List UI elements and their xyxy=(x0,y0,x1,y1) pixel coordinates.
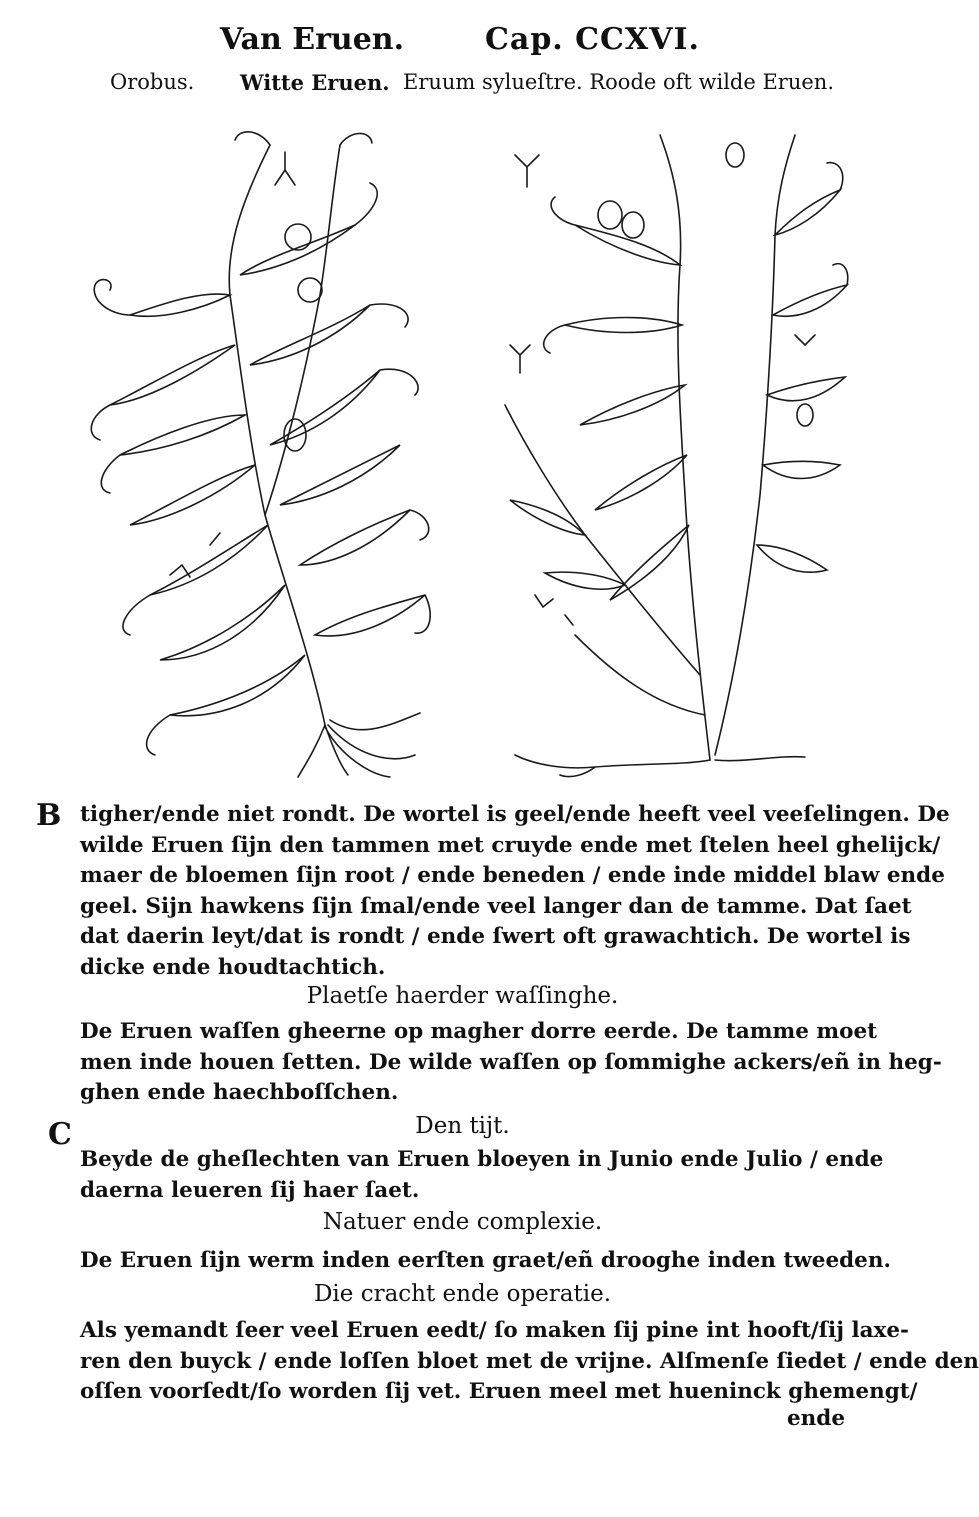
catchword: ende xyxy=(786,1406,845,1431)
chapter-number: Cap. CCXVI. xyxy=(485,22,700,57)
text-line: tigher/ende niet rondt. De wortel is geel/ende heeft veel veeſelingen. De xyxy=(80,802,950,827)
text-line: oſſen voorſedt/ſo worden ſij vet. Eruen meel met hueninck ghemengt/ xyxy=(80,1379,918,1405)
text-line: ghen ende haechboſſchen. xyxy=(80,1080,399,1106)
caption-left-dutch: Witte Eruen. xyxy=(240,70,390,95)
caption-left-latin: Orobus. xyxy=(110,70,195,94)
text-line: dat daerin leyt/dat is rondt / ende ſwert oft grawachtich. De wortel is xyxy=(80,924,911,950)
section-heading-nature: Natuer ende complexie. xyxy=(322,1209,603,1235)
paragraph-operation xyxy=(80,1316,979,1408)
woodcut-white-vetch xyxy=(70,115,440,780)
margin-letter-b: B xyxy=(36,798,62,833)
text-line: dicke ende houdtachtich. xyxy=(80,954,386,980)
text-line: wilde Eruen ſijn den tammen met cruyde ende met ſtelen heel ghelijck/ xyxy=(80,832,941,858)
text-line: De Eruen waſſen gheerne op magher dorre eerde. De tamme moet xyxy=(80,1019,878,1044)
running-head xyxy=(0,22,900,62)
text-line: men inde houen ſetten. De wilde waſſen op ſommighe ackers/eñ in heg- xyxy=(80,1049,942,1075)
paragraph-time xyxy=(80,1145,884,1206)
section-heading-time: Den tijt. xyxy=(415,1113,510,1139)
woodcut-red-wild-vetch xyxy=(475,115,850,780)
text-line: Beyde de gheſlechten van Eruen bloeyen in Junio ende Julio / ende xyxy=(80,1147,884,1172)
paragraph-nature xyxy=(80,1246,891,1277)
text-line: maer de bloemen ſijn root / ende beneden / ende inde middel blaw ende xyxy=(80,863,945,889)
woodcut-illustrations xyxy=(70,115,850,780)
figure-captions xyxy=(110,70,850,102)
caption-right: Eruum sylueſtre. Roode oft wilde Eruen. xyxy=(403,70,834,94)
paragraph-place xyxy=(80,1017,942,1109)
text-line: De Eruen ſijn werm inden eerſten graet/eñ drooghe inden tweeden. xyxy=(80,1248,891,1273)
margin-letter-c: C xyxy=(48,1117,72,1152)
running-head-title: Van Eruen. xyxy=(220,22,405,57)
text-line: Als yemandt ſeer veel Eruen eedt/ ſo maken ſij pine int hooft/ſij laxe- xyxy=(80,1318,909,1343)
section-heading-place: Plaetſe haerder waſſinghe. xyxy=(306,983,619,1009)
text-line: ren den buyck / ende loſſen bloet met de vrijne. Alſmenſe ſiedet / ende den xyxy=(80,1348,979,1374)
text-line: geel. Sijn hawkens ſijn ſmal/ende veel langer dan de tamme. Dat ſaet xyxy=(80,893,912,919)
section-heading-operation: Die cracht ende operatie. xyxy=(313,1281,612,1307)
text-line: daerna leueren ſij haer ſaet. xyxy=(80,1177,420,1203)
paragraph-description xyxy=(80,800,950,984)
